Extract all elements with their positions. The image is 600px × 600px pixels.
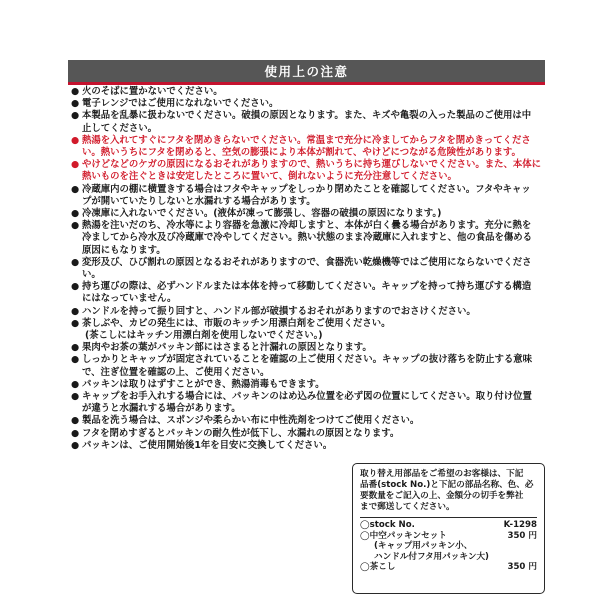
caution-text: しっかりとキャップが固定されていることを確認の上ご使用ください。キャップの抜け落ちを防止する意味 で、注ぎ位置を確認の上、ご使用ください。 (82, 354, 533, 378)
caution-item (71, 379, 547, 391)
caution-item (71, 415, 547, 427)
caution-item (71, 184, 547, 208)
caution-text: キャップをお手入れする場合には、パッキンのはめ込み位置を必ず図の位置にしてください。取り付け位置 が違うと水漏れする場合があります。 (82, 391, 532, 415)
caution-item (71, 391, 547, 415)
caution-item (71, 342, 547, 354)
caution-item (71, 110, 547, 134)
caution-item (71, 330, 547, 342)
caution-text: 冷凍庫に入れないでください。(液体が凍って膨張し、容器の破損の原因になります。) (82, 208, 442, 220)
caution-text: 冷蔵庫内の棚に横置きする場合はフタやキャップをしっかり閉めたことを確認してください。フタやキャッ プが開いていたりしないと水漏れする場合があります。 (82, 183, 531, 207)
section-title: 使用上の注意 (264, 64, 349, 79)
replacement-parts-box (352, 463, 545, 594)
caution-text: パッキンは、ご使用開始後1年を目安に交換してください。 (82, 439, 333, 451)
caution-item (71, 428, 547, 440)
stock-number-value: K-1298 (503, 520, 537, 530)
replacement-intro: 取り替え用部品をご希望のお客様は、下記 品番(stock No.)と下記の部品名称、色、必 要数量をご記入の上、金額分の切手を弊社 まで郵送してください。 (360, 469, 534, 512)
bullet-icon: ● (71, 378, 80, 390)
bullet-icon: ● (71, 208, 80, 220)
part-price: 350 円 (507, 562, 537, 572)
caution-item (71, 440, 547, 452)
caution-text: 製品を洗う場合は、スポンジや柔らかい布に中性洗剤をつけてご使用ください。 (82, 415, 420, 427)
caution-item (71, 159, 547, 183)
caution-item (71, 354, 547, 378)
header-divider (68, 82, 545, 85)
caution-text: (茶こしにはキッチン用漂白剤を使用しないでください。) (85, 330, 323, 342)
caution-text: ハンドルを持って振り回すと、ハンドル部が破損するおそれがありますのでおさけください。 (82, 305, 476, 317)
bullet-icon: ● (71, 317, 80, 329)
bullet-icon: ● (71, 391, 80, 403)
caution-text: 火のそばに置かないでください。 (82, 86, 223, 97)
bullet-icon: ● (71, 159, 80, 171)
bullet-icon: ● (71, 110, 80, 122)
caution-item (71, 281, 547, 305)
part-row (360, 531, 537, 542)
caution-text: やけどなどのケガの原因になるおそれがありますので、熱いうちに持ち運びしないでください。また、本体に 熱いものを注ぐときは安定したところに置いて、倒れないように充分注意してください。 (82, 159, 542, 183)
caution-text: 果肉やお茶の葉がパッキン部にはさまると汁漏れの原因となります。 (82, 342, 372, 354)
bullet-icon: ● (71, 281, 80, 293)
bullet-icon: ● (71, 134, 80, 146)
bullet-icon: ● (71, 220, 80, 232)
caution-text: 熱湯を注いだのち、冷水等により容器を急激に冷却しますと、本体が白く曇る場合があります。充分に熱を 冷ましてから冷水及び冷蔵庫で冷やしてください。熱い状態のまま冷蔵庫に入れますと、他の食品を傷める 原因にもなります。 (82, 220, 533, 256)
divider (360, 517, 537, 518)
part-row (360, 562, 537, 573)
bullet-icon: ● (71, 305, 80, 317)
section-header (68, 60, 545, 82)
bullet-icon: ● (71, 415, 80, 427)
caution-item (71, 135, 547, 159)
caution-text: 熱湯を入れてすぐにフタを閉めきらないでください。常温まで充分に冷ましてからフタを閉めきってくださ い。熱いうちにフタを閉めると、空気の膨張により本体が割れて、やけどにつながる危険性があります。 (82, 134, 531, 159)
bullet-icon: ● (71, 354, 80, 366)
stock-number-label: ◯stock No. (360, 520, 415, 530)
caution-text: 変形及び、ひび割れの原因となるおそれがありますので、食器洗い乾燥機等ではご使用にならないでください。 (82, 256, 532, 281)
bullet-icon: ● (71, 183, 80, 195)
part-name: ◯茶こし (360, 562, 396, 572)
part-detail: (キャップ用パッキン小、 ハンドル付フタ用パッキン大) (374, 541, 489, 562)
part-name: ◯中空パッキンセット (360, 530, 447, 541)
caution-item (71, 98, 547, 110)
part-price: 350 円 (507, 530, 537, 541)
bullet-icon: ● (71, 439, 80, 451)
caution-item (71, 257, 547, 281)
bullet-icon: ● (71, 98, 80, 110)
caution-item (71, 86, 547, 98)
bullet-icon: ● (71, 86, 80, 97)
caution-text: 持ち運びの際は、必ずハンドルまたは本体を持って移動してください。キャップを持って持ち運びする構造 にはなっていません。 (82, 281, 532, 305)
caution-item (71, 220, 547, 257)
caution-item (71, 208, 547, 220)
caution-text: 茶しぶや、カビの発生には、市販のキッチン用漂白剤をご使用ください。 (82, 317, 391, 329)
bullet-icon: ● (71, 427, 80, 439)
caution-item (71, 318, 547, 330)
bullet-icon: ● (71, 256, 80, 268)
caution-text: 本製品を乱暴に扱わないでください。破損の原因となります。また、キズや亀裂の入った製品のご使用は中 止してください。 (82, 110, 532, 134)
caution-list (71, 86, 547, 452)
stock-number-row (360, 520, 537, 531)
caution-text: フタを閉めすぎるとパッキンの耐久性が低下し、水漏れの原因となります。 (82, 427, 400, 439)
bullet-icon: ● (71, 342, 80, 354)
caution-text: 電子レンジではご使用になれないでください。 (82, 98, 279, 110)
caution-text: パッキンは取りはずすことができ、熱湯消毒もできます。 (82, 378, 325, 390)
caution-item (71, 306, 547, 318)
